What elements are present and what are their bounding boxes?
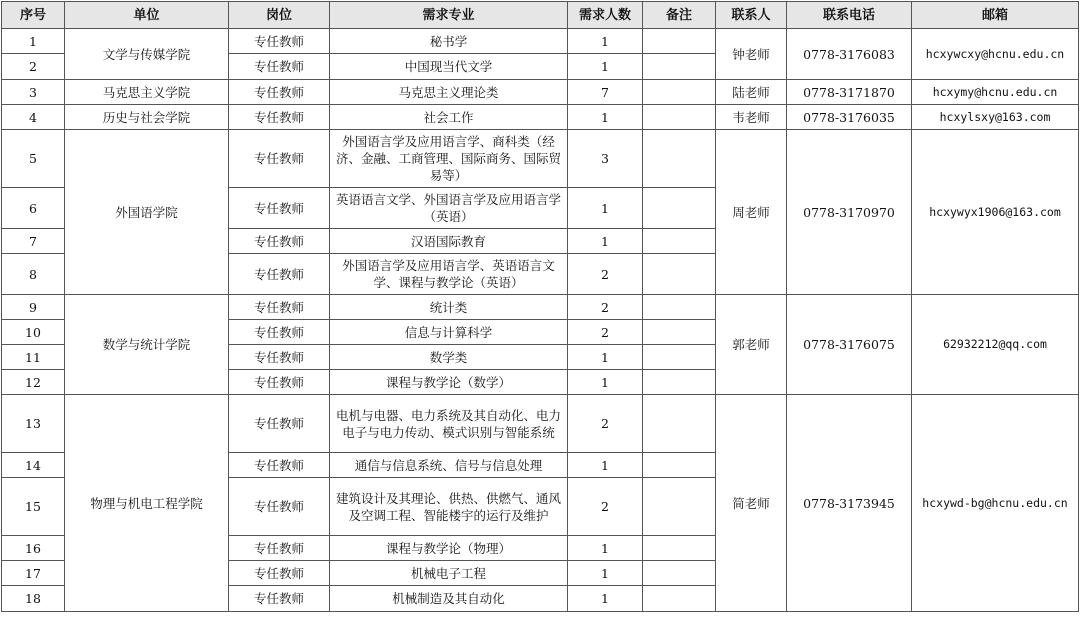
position-cell: 专任教师 (229, 295, 330, 320)
remark-cell (643, 105, 716, 130)
position-cell: 专任教师 (229, 80, 330, 105)
major-cell: 统计类 (330, 295, 568, 320)
header-major: 需求专业 (330, 2, 568, 29)
email-cell: hcxywd-bg@hcnu.edu.cn (912, 395, 1079, 612)
position-cell: 专任教师 (229, 536, 330, 561)
header-position: 岗位 (229, 2, 330, 29)
seq-cell: 14 (2, 453, 65, 478)
seq-cell: 15 (2, 478, 65, 536)
remark-cell (643, 586, 716, 612)
contact-cell: 周老师 (716, 130, 787, 295)
count-cell: 2 (568, 478, 643, 536)
email-cell: hcxylsxy@163.com (912, 105, 1079, 130)
major-cell: 建筑设计及其理论、供热、供燃气、通风及空调工程、智能楼宇的运行及维护 (330, 478, 568, 536)
major-cell: 课程与教学论（物理） (330, 536, 568, 561)
count-cell: 1 (568, 54, 643, 80)
count-cell: 2 (568, 254, 643, 295)
remark-cell (643, 453, 716, 478)
count-cell: 1 (568, 453, 643, 478)
count-cell: 1 (568, 229, 643, 254)
seq-cell: 4 (2, 105, 65, 130)
header-seq: 序号 (2, 2, 65, 29)
remark-cell (643, 395, 716, 453)
position-cell: 专任教师 (229, 254, 330, 295)
remark-cell (643, 130, 716, 188)
position-cell: 专任教师 (229, 370, 330, 395)
unit-cell: 外国语学院 (65, 130, 229, 295)
major-cell: 机械制造及其自动化 (330, 586, 568, 612)
position-cell: 专任教师 (229, 54, 330, 80)
phone-cell: 0778-3176035 (787, 105, 912, 130)
header-remark: 备注 (643, 2, 716, 29)
seq-cell: 3 (2, 80, 65, 105)
header-row (2, 2, 1079, 29)
seq-cell: 7 (2, 229, 65, 254)
major-cell: 数学类 (330, 345, 568, 370)
major-cell: 秘书学 (330, 29, 568, 54)
table-row (2, 395, 1079, 453)
email-cell: 62932212@qq.com (912, 295, 1079, 395)
position-cell: 专任教师 (229, 188, 330, 229)
count-cell: 1 (568, 29, 643, 54)
recruitment-table (1, 1, 1079, 612)
count-cell: 1 (568, 188, 643, 229)
contact-cell: 郭老师 (716, 295, 787, 395)
phone-cell: 0778-3171870 (787, 80, 912, 105)
table-row (2, 80, 1079, 105)
unit-cell: 数学与统计学院 (65, 295, 229, 395)
seq-cell: 1 (2, 29, 65, 54)
major-cell: 英语语言文学、外国语言学及应用语言学（英语） (330, 188, 568, 229)
remark-cell (643, 478, 716, 536)
remark-cell (643, 54, 716, 80)
table-row (2, 295, 1079, 320)
major-cell: 中国现当代文学 (330, 54, 568, 80)
position-cell: 专任教师 (229, 320, 330, 345)
seq-cell: 13 (2, 395, 65, 453)
seq-cell: 18 (2, 586, 65, 612)
remark-cell (643, 320, 716, 345)
phone-cell: 0778-3173945 (787, 395, 912, 612)
major-cell: 社会工作 (330, 105, 568, 130)
position-cell: 专任教师 (229, 561, 330, 586)
remark-cell (643, 80, 716, 105)
contact-cell: 钟老师 (716, 29, 787, 80)
count-cell: 3 (568, 130, 643, 188)
remark-cell (643, 188, 716, 229)
remark-cell (643, 370, 716, 395)
position-cell: 专任教师 (229, 453, 330, 478)
remark-cell (643, 29, 716, 54)
header-unit: 单位 (65, 2, 229, 29)
seq-cell: 8 (2, 254, 65, 295)
major-cell: 马克思主义理论类 (330, 80, 568, 105)
seq-cell: 5 (2, 130, 65, 188)
phone-cell: 0778-3176083 (787, 29, 912, 80)
unit-cell: 物理与机电工程学院 (65, 395, 229, 612)
contact-cell: 陆老师 (716, 80, 787, 105)
position-cell: 专任教师 (229, 229, 330, 254)
major-cell: 信息与计算科学 (330, 320, 568, 345)
position-cell: 专任教师 (229, 395, 330, 453)
position-cell: 专任教师 (229, 29, 330, 54)
count-cell: 2 (568, 395, 643, 453)
email-cell: hcxywyx1906@163.com (912, 130, 1079, 295)
header-phone: 联系电话 (787, 2, 912, 29)
major-cell: 课程与教学论（数学） (330, 370, 568, 395)
seq-cell: 6 (2, 188, 65, 229)
count-cell: 1 (568, 561, 643, 586)
count-cell: 2 (568, 295, 643, 320)
contact-cell: 韦老师 (716, 105, 787, 130)
remark-cell (643, 229, 716, 254)
table-row (2, 105, 1079, 130)
unit-cell: 马克思主义学院 (65, 80, 229, 105)
count-cell: 1 (568, 586, 643, 612)
seq-cell: 12 (2, 370, 65, 395)
unit-cell: 文学与传媒学院 (65, 29, 229, 80)
header-contact: 联系人 (716, 2, 787, 29)
header-count: 需求人数 (568, 2, 643, 29)
contact-cell: 简老师 (716, 395, 787, 612)
seq-cell: 17 (2, 561, 65, 586)
major-cell: 电机与电器、电力系统及其自动化、电力电子与电力传动、模式识别与智能系统 (330, 395, 568, 453)
count-cell: 1 (568, 370, 643, 395)
count-cell: 1 (568, 536, 643, 561)
major-cell: 外国语言学及应用语言学、商科类（经济、金融、工商管理、国际商务、国际贸易等） (330, 130, 568, 188)
remark-cell (643, 345, 716, 370)
phone-cell: 0778-3170970 (787, 130, 912, 295)
seq-cell: 11 (2, 345, 65, 370)
seq-cell: 10 (2, 320, 65, 345)
unit-cell: 历史与社会学院 (65, 105, 229, 130)
remark-cell (643, 561, 716, 586)
count-cell: 2 (568, 320, 643, 345)
remark-cell (643, 536, 716, 561)
remark-cell (643, 295, 716, 320)
table-row (2, 130, 1079, 188)
count-cell: 1 (568, 105, 643, 130)
position-cell: 专任教师 (229, 478, 330, 536)
count-cell: 7 (568, 80, 643, 105)
major-cell: 通信与信息系统、信号与信息处理 (330, 453, 568, 478)
seq-cell: 2 (2, 54, 65, 80)
position-cell: 专任教师 (229, 586, 330, 612)
email-cell: hcxywcxy@hcnu.edu.cn (912, 29, 1079, 80)
header-email: 邮箱 (912, 2, 1079, 29)
count-cell: 1 (568, 345, 643, 370)
seq-cell: 9 (2, 295, 65, 320)
position-cell: 专任教师 (229, 105, 330, 130)
table-row (2, 29, 1079, 54)
email-cell: hcxymy@hcnu.edu.cn (912, 80, 1079, 105)
seq-cell: 16 (2, 536, 65, 561)
remark-cell (643, 254, 716, 295)
position-cell: 专任教师 (229, 130, 330, 188)
phone-cell: 0778-3176075 (787, 295, 912, 395)
position-cell: 专任教师 (229, 345, 330, 370)
major-cell: 汉语国际教育 (330, 229, 568, 254)
major-cell: 外国语言学及应用语言学、英语语言文学、课程与教学论（英语） (330, 254, 568, 295)
major-cell: 机械电子工程 (330, 561, 568, 586)
